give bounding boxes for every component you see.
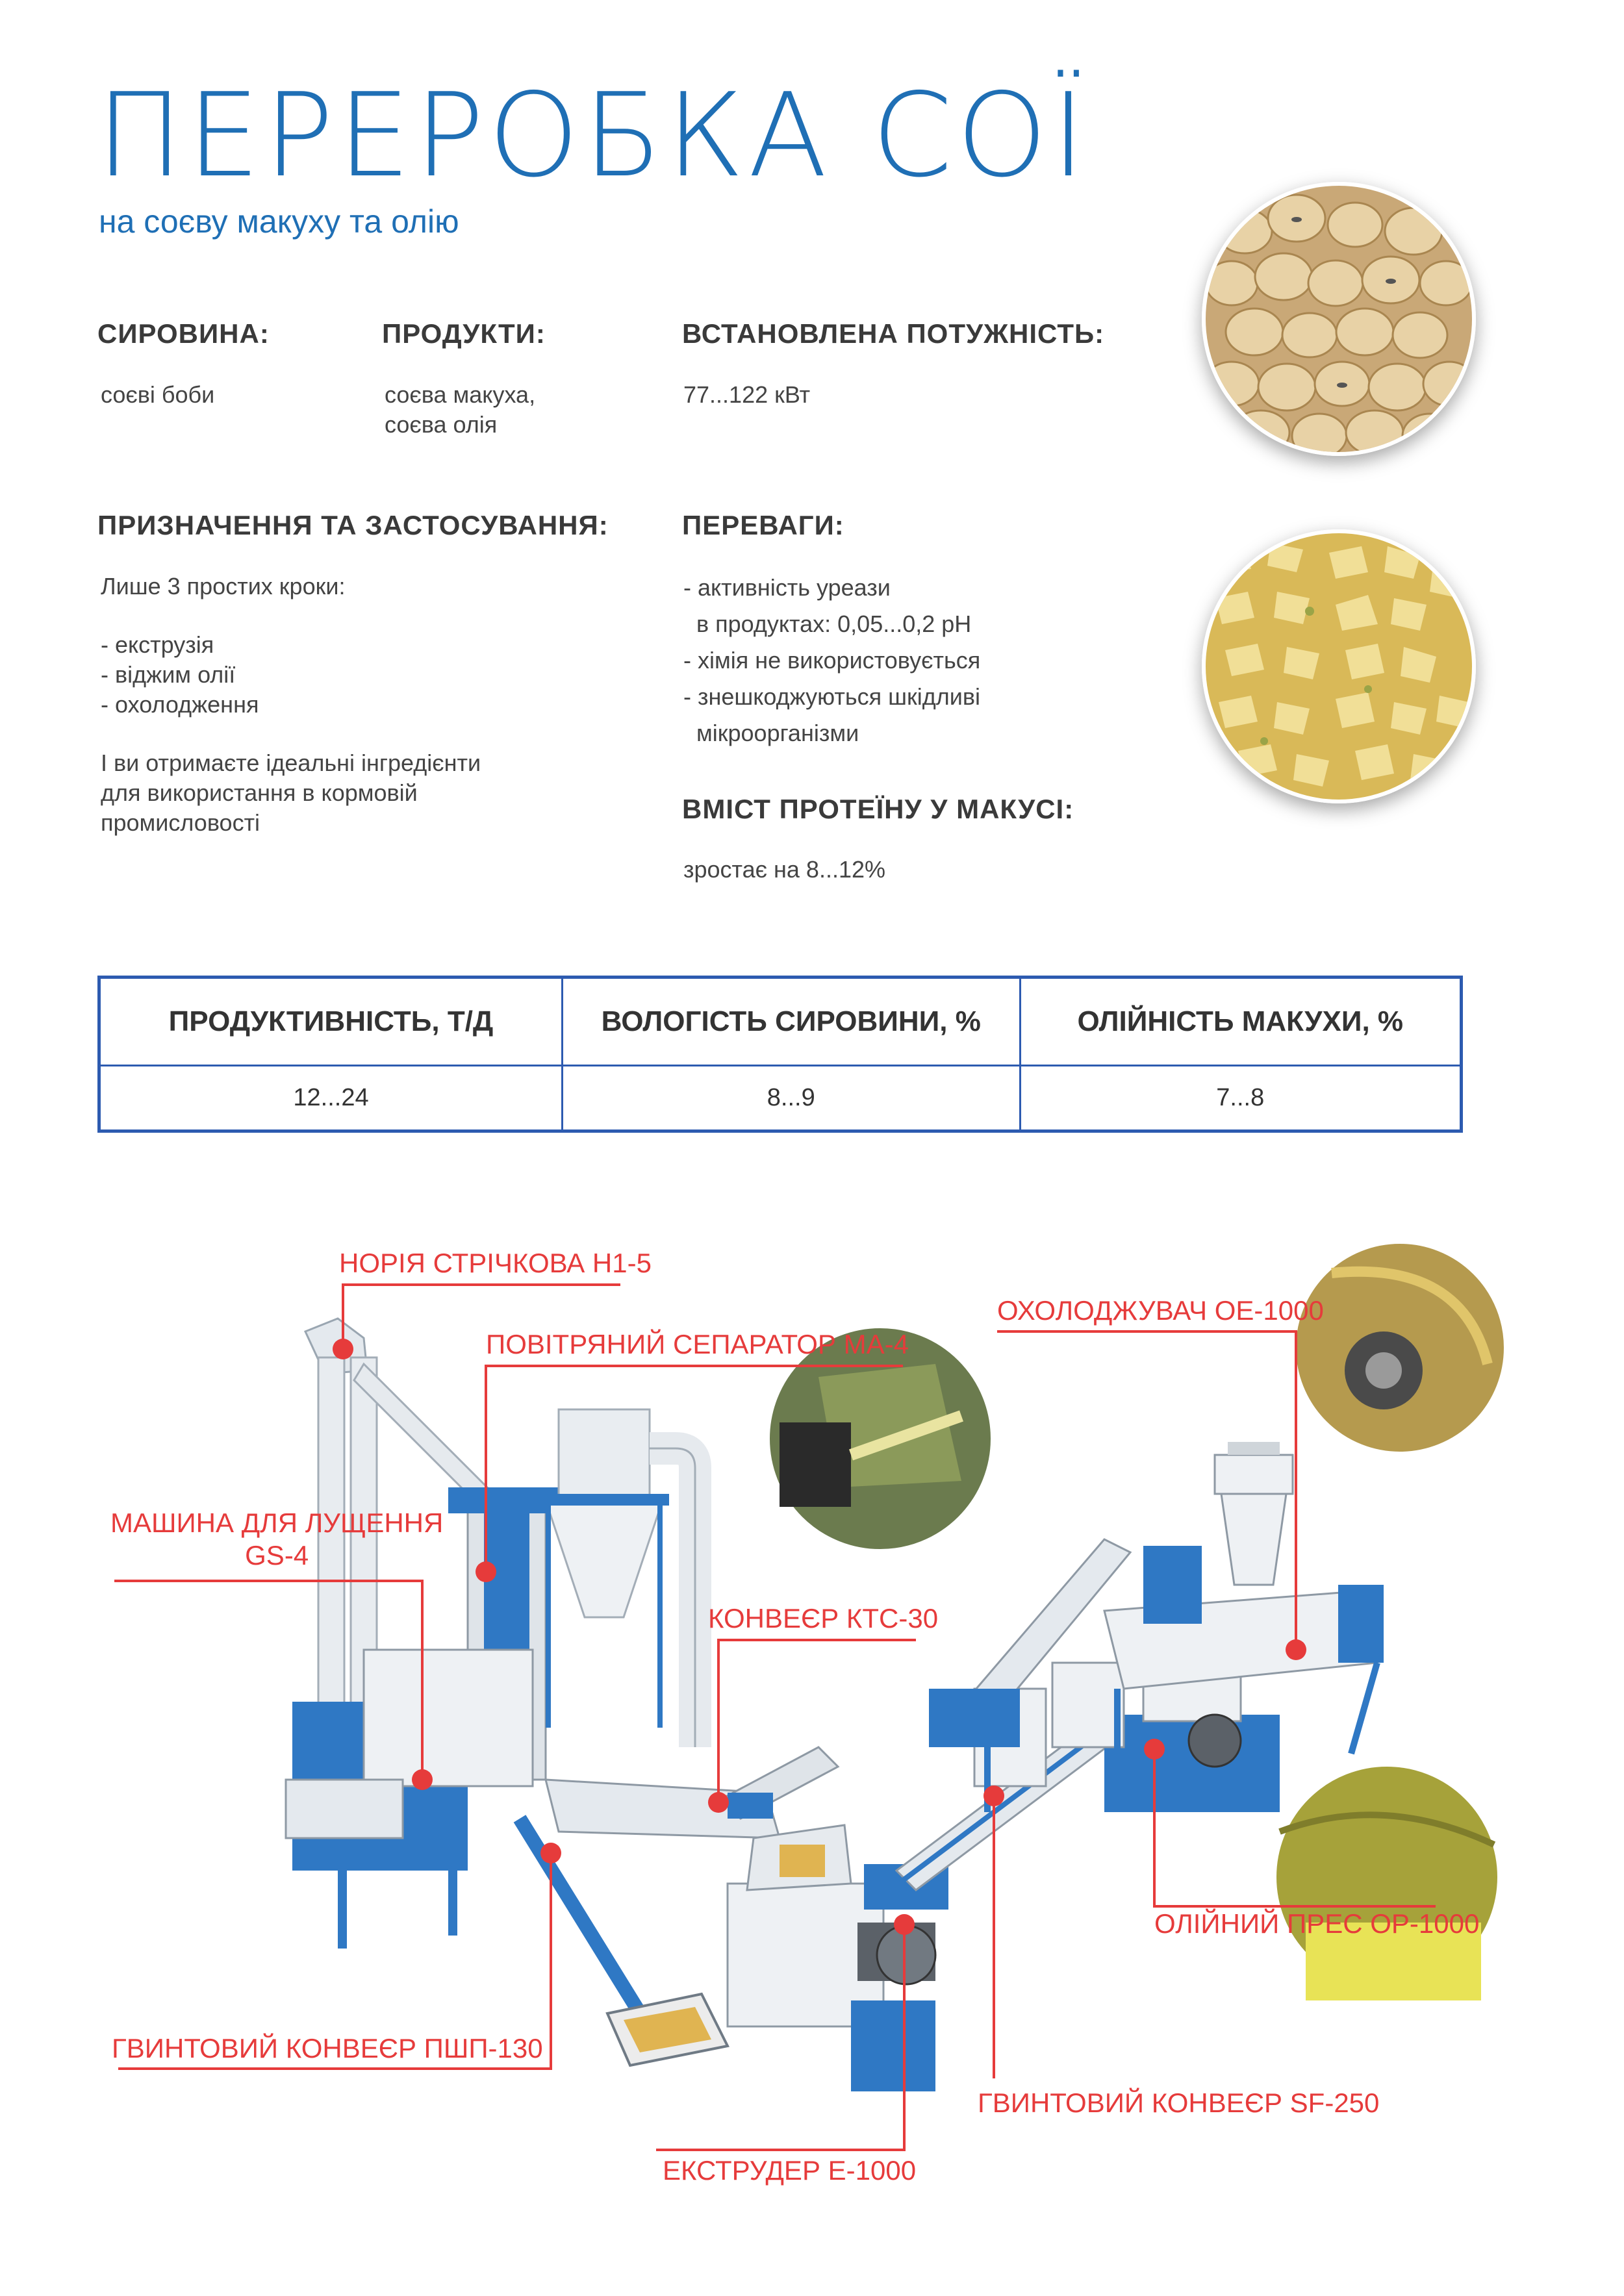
label-huller: МАШИНА ДЛЯ ЛУЩЕННЯ GS-4 [110,1508,444,1571]
purpose-heading: ПРИЗНАЧЕННЯ ТА ЗАСТОСУВАННЯ: [97,510,609,540]
table-cell: 12...24 [99,1066,563,1131]
raw-text: соєві боби [101,381,215,408]
products-text: соєва макуха, соєва олія [385,381,536,438]
label-conveyor-ktc: КОНВЕЄР КТС-30 [708,1603,939,1634]
cooler-inset-photo [1293,1241,1507,1455]
cyclone-machine [539,1409,695,1747]
products-heading: ПРОДУКТИ: [382,318,546,349]
table-row [99,1066,1462,1131]
label-extruder: ЕКСТРУДЕР Е-1000 [663,2155,917,2186]
raw-heading: СИРОВИНА: [97,318,270,349]
table-cell: 7...8 [1020,1066,1461,1131]
label-noria: НОРІЯ СТРІЧКОВА Н1-5 [339,1248,652,1278]
label-screw-pshp: ГВИНТОВИЙ КОНВЕЄР ПШП-130 [112,2033,543,2063]
table-header-cell: ВОЛОГІСТЬ СИРОВИНИ, % [562,978,1020,1066]
press-inset-photo [1273,1763,1501,2000]
table-header-cell: ПРОДУКТИВНІСТЬ, Т/Д [99,978,563,1066]
protein-heading: ВМІСТ ПРОТЕЇНУ У МАКУСІ: [682,794,1074,824]
soybeans-photo [1202,182,1476,456]
purpose-intro: Лише 3 простих кроки: [101,573,346,599]
spec-table [97,976,1463,1133]
table-header-cell: ОЛІЙНІСТЬ МАКУХИ, % [1020,978,1461,1066]
advantages-heading: ПЕРЕВАГИ: [682,510,844,540]
page-title: ПЕРЕРОБКА СОЇ [96,68,1089,203]
purpose-outro: І ви отримаєте ідеальні інгредієнти для використання в кормовій промисловості [101,750,481,836]
soy-flakes-photo [1202,529,1476,803]
table-header-row [99,978,1462,1066]
power-heading: ВСТАНОВЛЕНА ПОТУЖНІСТЬ: [682,318,1105,349]
label-press: ОЛІЙНИЙ ПРЕС ОР-1000 [1154,1908,1480,1939]
label-screw-sf: ГВИНТОВИЙ КОНВЕЄР SF-250 [978,2088,1380,2118]
power-text: 77...122 кВт [683,381,811,408]
protein-text: зростає на 8...12% [683,856,886,883]
table-cell: 8...9 [562,1066,1020,1131]
conveyor-ktc [721,1747,838,1819]
advantages-text: - активність уреази в продуктах: 0,05...0,2 pH - хімія не використовується - знешкоджуються шкідливі мікроорганізми [683,574,981,746]
page-subtitle: на соєву макуху та олію [99,203,459,240]
label-separator: ПОВІТРЯНИЙ СЕПАРАТОР МА-4 [486,1329,909,1359]
label-cooler: ОХОЛОДЖУВАЧ ОЕ-1000 [997,1295,1324,1326]
purpose-steps: - екструзія - віджим олії - охолодження [101,631,259,718]
